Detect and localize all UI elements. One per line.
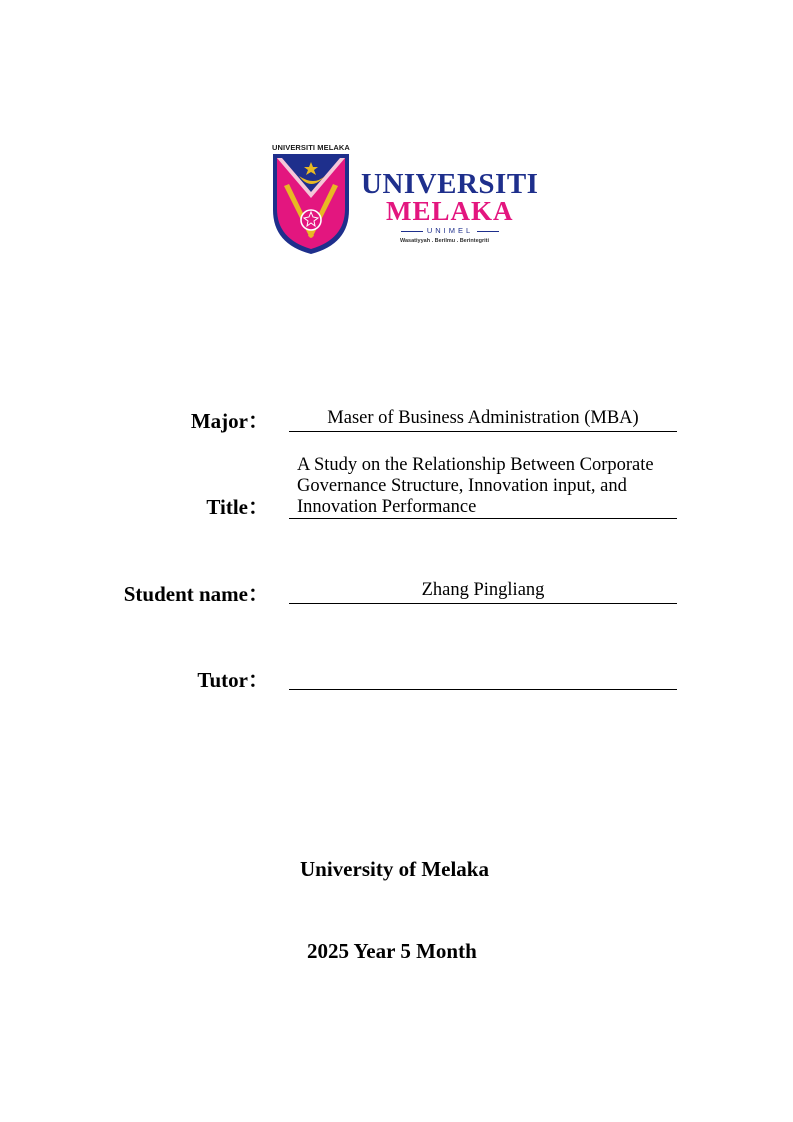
student-name-label: Student name： <box>123 582 269 606</box>
tutor-field <box>289 665 677 690</box>
logo-small-label: UNIVERSITI MELAKA <box>272 143 350 152</box>
university-name: University of Melaka <box>300 857 489 881</box>
major-label: Major： <box>190 409 269 433</box>
submission-date: 2025 Year 5 Month <box>307 939 477 963</box>
major-value: Maser of Business Administration (MBA) <box>327 408 639 428</box>
crest-icon <box>270 140 360 258</box>
logo-abbrev: UNIMEL <box>390 226 510 235</box>
logo-tagline: Wasatiyyah . Berilmu . Berintegriti <box>400 238 490 244</box>
title-line-2: Governance Structure, Innovation input, and <box>297 476 627 496</box>
major-field <box>289 407 677 432</box>
title-field <box>289 455 677 519</box>
university-logo <box>270 140 545 258</box>
student-name-field <box>289 579 677 604</box>
student-name-value: Zhang Pingliang <box>421 580 545 600</box>
title-line-3: Innovation Performance <box>297 497 477 517</box>
title-line-1: A Study on the Relationship Between Corporate <box>297 455 654 475</box>
logo-name-line1: UNIVERSITI <box>361 168 539 200</box>
tutor-label: Tutor： <box>197 668 269 692</box>
title-label: Title： <box>206 495 269 519</box>
logo-name-line2: MELAKA <box>386 196 514 226</box>
